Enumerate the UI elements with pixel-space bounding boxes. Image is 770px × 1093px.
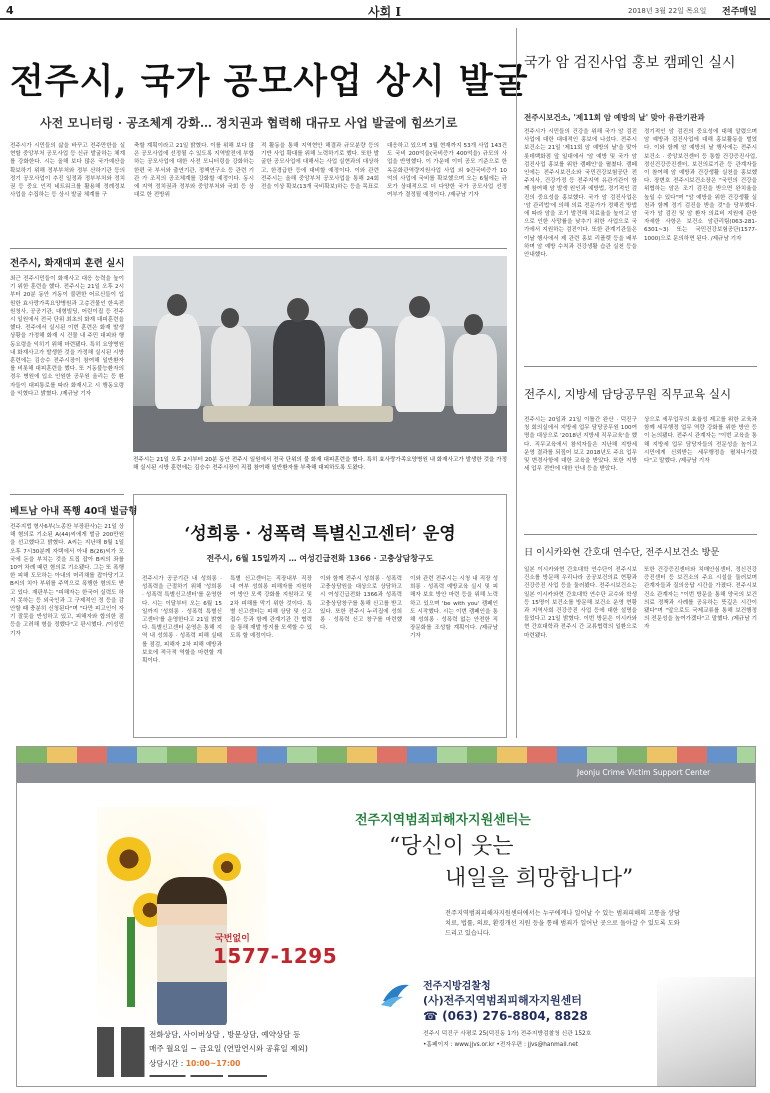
ad-services-panel (145, 1025, 315, 1075)
ad-logo-icon (379, 979, 413, 1009)
divider (10, 518, 124, 519)
lead-column-4: 대응하고 있으며 3월 현재까지 53개 사업 143건도 국비 200억을(국비증가 400억을) 규모의 사업을 반영했다. 이 가운데 이미 공모 기준으로 한옥문화관역량지원사업 사업 외 9건국비증가 10억의 사업에 국비를 확보했으며 오는 6월에는 규모가 상대적으로 더 다양한 국가 공모사업 선정 여부가 결정될 예정이다. /제규남 기자 (387, 143, 507, 199)
photo-head (349, 308, 368, 329)
ad-org-line1: 전주지방검찰청 (423, 981, 491, 992)
ad-hotline-label: 국번없이 (215, 934, 250, 944)
news-photo (133, 256, 507, 452)
nurse-headline: 日 이시카와현 간호대 연수단, 전주시보건소 방문 (524, 547, 720, 558)
page-number: 4 (6, 4, 14, 17)
photo-person (338, 328, 382, 410)
fire-drill-body: 최근 전주시민들이 화재사고 대응 능력을 높이기 위한 훈련을 했다. 전주시는 21일 오후 2시부터 20분 동안 거동이 불편한 어르신들이 입원한 효사랑가족요양병원과 고층건물인 한옥전원청사, 공공기관, 대형빌딩, 어린이집 등 전주시 일원에서 전국 단위 최초의 화재 대피훈련을 했다. 전주에서 실시된 이번 훈련은 화재 발생 상황을 가정해 화재 시 건물 내 주민 대피와 행동요령을 익히기 위해 마련됐다. 특히 요양병원 내 화재사고가 발생한 것을 가정해 실시된 시방 훈련에는 김승수 전주시장이 참여해 일반환자를 비롯해 대피훈련을 했다. 또 거동불능환자의 경우 병원에 입소 인원한 공무원 올리는 등 환자들이 대피통로를 따라 화재시고 시 행동요령을 익혔다고 밝혔다. /제규남 기자 (10, 276, 124, 397)
training-column-1: 전주시는 20일과 21일 이틀간 완산 · 덕진구청 회의실에서 지방세 업무 담당공무원 100여명을 대상으로 '2018년 지방세 직무교육'을 했다. 직무교육에서 참석자들은 지난해 지방세 운영 결과를 되짚어 보고 2018년도 주요 업무 및 변경사항에 대한 교육을 받았다. 또한 지방세 업무 전반에 대한 안내 등을 받았다. (524, 417, 637, 473)
center-column-4: 이와 관련 전주시는 시청 내 직장 성희롱 · 성폭력 예방교육 실시 및 피해자 보호 방안 마련 등을 위해 노력하고 있으며 'be with you' 캠페인도 시작했다. 시는 이번 캠페인을 통해 성희롱 · 성폭력 없는 안전한 직장문화를 조성할 계획이다. /제규남 기자 (410, 576, 498, 640)
cancer-headline: 국가 암 검진사업 홍보 캠페인 실시 (524, 55, 736, 71)
photo-person (211, 326, 251, 406)
ad-bottom-right-decoration (657, 977, 755, 1087)
cancer-column-2: 정기적인 암 검진의 중요성에 대해 알렸으며 암 예방과 검진사업에 대해 홍보활동을 벌였다. 이와 함께 암 예방의 날 행사에는 전주시 보건소 · 중앙보건센터 등 통합 건강증진사업, 정신건강증진센터, 보건의료기관 등 관계자들이 참여해 암 예방과 건강생활 실천을 홍보했다. 장변호 전주시보건소장은 "국민의 건강을 위협하는 암은 조기 검진을 받으면 완치율을 높일 수 있다"며 "암 예방을 위한 건강생활 실천과 함께 정기 검진을 받을 것"을 당부했다. 국가 암 검진 및 암 환자 의료비 지원에 관한 자세한 사항은 보건소 암관리팀(063-281-6301~3) 또는 국민건강보험공단(1577-1000)으로 문의하면 된다. /제규남 기자 (644, 129, 757, 242)
center-column-2: 특별 신고센터는 직장내부 직장 내 여부 성희롱 피해자를 지원하여 방안 모색 강화를 지원하고 및 2차 피해를 막기 위한 것이다. 특별 신고센터는 피해 상담 및 신고 접수 등과 함께 관계기관 간 협력을 통해 재발 방지를 모색할 수 있도록 할 예정이다. (230, 576, 312, 640)
photo-head (287, 298, 309, 322)
fire-drill-title: 전주시, 화재대피 훈련 실시 (10, 258, 125, 269)
divider (516, 28, 517, 738)
ad-center-en: Jeonju Crime Victim Support Center (577, 768, 711, 777)
lead-subheadline: 사전 모니터링 · 공조체계 강화… 정치권과 협력해 대규모 사업 발굴에 힘쓰기로 (40, 116, 458, 130)
lead-headline: 전주시, 국가 공모사업 상시 발굴 (10, 61, 529, 102)
center-column-1: 전주시가 공공기관 내 성희롱 · 성폭력을 근절하기 위해 '성희롱 · 성폭력 특별신고센터'를 운영한다. 시는 이달부터 오는 6월 15일까지 '성희롱 · 성폭력 특별신고센터'를 운영한다고 21일 밝혔다. 특별신고센터 운영은 통해 지역 내 성희롱 · 성폭력 피해 실태를 점검, 피해자 2차 피해 예방과 보호에 적극적 역할을 마련할 계획이다. (142, 576, 222, 665)
ad-center-name: 전주지역범죄피해자지원센터는 (355, 813, 531, 828)
center-column-3: 이와 함께 전주시 성희롱 · 성폭력 고충상담원을 대상으로 상담하고 시 여성긴급전화 1366과 성폭력 고충상담창구를 통해 신고를 받고 있다. 또한 전주시 누리집에 성희롱 · 성폭력 신고 창구를 마련했다. (320, 576, 402, 632)
training-column-2: 상으로 세무업무의 효율성 제고를 위한 교육과 함께 세무행정 업무 역량 강화를 위한 방안 등이 논의됐다. 전주시 관계자는 "이번 교육을 통해 지방세 업무 담당자들의 전문성을 높이고 시민에게 신뢰받는 세무행정을 펼쳐나가겠다"고 말했다. /제규남 기자 (644, 417, 757, 465)
advertisement (16, 746, 756, 1087)
photo-person (453, 334, 497, 414)
ad-top-band (17, 747, 755, 763)
photo-head (409, 296, 430, 318)
leaf-icon (127, 917, 135, 1007)
ad-slogan-line2: 내일을 희망합니다” (445, 866, 634, 891)
center-subheadline: 전주시, 6월 15일까지 … 여성긴급전화 1366 · 고충상담창구도 (206, 554, 434, 563)
ad-hours-label: 상담시간 : (149, 1059, 184, 1068)
divider (524, 366, 757, 367)
sunflower-icon (213, 853, 241, 881)
photo-head (464, 314, 483, 335)
photo-stretcher (203, 406, 393, 422)
ad-org-line2: (사)전주지역범죄피해자지원센터 (423, 994, 582, 1007)
divider (10, 270, 124, 271)
sunflower-icon (107, 837, 151, 881)
photo-person (155, 314, 201, 409)
ad-description: 전주지역범죄피해자지원센터에서는 누구에게나 일어날 수 있는 범죄피해의 고통을 상담치료, 법률, 의료, 환경개선 지원 등을 통해 범죄가 일어난 곳으로 돌아갈 수 있도록 도와드리고 있습니다. (445, 910, 680, 937)
fine-title: 베트남 아내 폭행 40대 벌금형 (10, 506, 138, 517)
photo-person (273, 320, 325, 412)
photo-caption: 전주시는 21일 오후 2시부터 20분 동안 전주시 일원에서 전국 단위의 불 화재 대피훈련을 했다. 특히 효사랑가족요양병원 내 화재사고가 발생한 것을 가정해 실시된 시방 훈련에는 김승수 전주시장이 직접 참여해 일반환자를 부축해 대피하도록 도왔다. (133, 457, 507, 472)
section-title: 사회 I (368, 5, 401, 19)
ad-services-line2: 매주 월요일 ~ 금요일 (연말연시와 공휴일 제외) (149, 1044, 308, 1053)
cancer-subheadline: 전주시보건소, '제11회 암 예방의 날' 맞아 유관기관과 (524, 113, 705, 122)
ad-hotline: 1577-1295 (213, 944, 338, 968)
ad-web: •홈페이지 : www.jjvs.or.kr •전자우편 : jjvs@hanmail.net (423, 1042, 578, 1048)
center-article-box (133, 494, 507, 738)
photo-head (167, 294, 187, 316)
photo-person (395, 316, 445, 412)
lead-column-2: 축할 계획이라고 21일 밝혔다. 이를 위해 보다 많은 공모사업에 선정될 수 있도록 지역발전에 부합하는 공모사업에 대한 사전 모니터링을 강화하는 한편 국 부서와 출연기관, 정책연구소 등 관련 기관 가 조직의 공조체계를 강화할 예정이다. 동시에 지역 정치권과 정부와 중앙부처와 국회 등 상대로 한 전방위 (134, 143, 254, 199)
ad-hours (149, 1058, 240, 1069)
ad-services-line1: 전화상담, 사이버상담 , 방문상담, 예약상담 등 (149, 1030, 301, 1039)
cancer-column-1: 전주시가 시민들의 건강을 위해 국가 암 검진사업에 대한 대대적인 홍보에 나섰다. 전주시보건소는 21일 '제11회 암 예방의 날'을 맞아 롯데백화점 앞 일대에서 '암 예방 및 국가 암 검진사업 홍보를 위한 캠페인'을 펼쳤다. 캠페인에는 전주시보건소와 국민건강보험공단 전주지사, 건강가정 등 전주지역 유관기관이 함께 참여해 암 발생 원인과 예방법, 정기적인 검진의 중요성을 홍보했다. 국가 암 검진사업은 '암 관리법'에 의해 의료 전문가가 정해진 방법에 따라 암을 조기 발견해 치료율을 높이고 암으로 인한 사망률을 낮추기 위한 사업으로 국가에서 지원하는 검진이다. 또한 관계기관들은 이날 행사에서 제 관련 홍보 리플렛 등을 배부하며 암 예방 수칙과 건강생활 습관 실천 등을 안내했다. (524, 129, 637, 259)
fine-body: 전주지법 형사6부(노종찬 부장판사)는 21일 상해 혐의로 기소된 A(44)씨에게 벌금 200만원을 선고했다고 밝혔다. A씨는 지난해 8월 1일 오후 7시30분께 자택에서 아내 B(26)씨가 모국에 돈을 부치는 것을 트집 잡아 B씨의 좌를 10여 차례 때린 혐의로 기소됐다. 그는 또 폭행한 피해 도모하는 아내의 머리채를 잡아당기고 B씨의 치아 부위를 주먹으로 폭행한 혐의도 받고 있다. 재판부는 "피해자는 한국어 실력도 하지 못하는 등 외국인과 그 구제적인 정 등을 감안할 때 충분히 신청된다"며 "다만 피고인이 자기 잘못을 반성하고 있고, 피해자와 합의한 점 등을 고려해 형을 정했다"고 판시했다. /이성민 기자 (10, 524, 124, 637)
lead-column-3: 적 활동을 통해 지역현안 해결과 규모분량 등의 기반 사업 확대를 위해 노력하기로 했다. 또한 발굴한 공모사업에 대해서는 사업 실현과의 대상하고, 한경급한 등에 대비할 예정이다. 이와 관련 전주시는 올해 중앙부처 공모사업을 통해 24회 전을 이상 확보(13개 국비확보)하는 등을 목표로 (261, 143, 379, 191)
ad-phone: ☎ (063) 276-8804, 8828 (423, 1009, 588, 1023)
center-headline: ‘성희롱 · 성폭력 특별신고센터’ 운영 (184, 524, 456, 544)
nurse-column-1: 일본 이시카와현 간호대학 연수단이 전주시보건소를 방문해 우리나라 공공보건의료 현황과 건강증진 사업 등을 둘러봤다. 전주시보건소는 일본 이시카와현 간호대학 연수단 교수와 학생 등 15명이 보건소를 방문해 보건소 운영 현황과 지역사회 건강증진 사업 등에 대한 설명을 들었다고 21일 밝혔다. 이번 방문은 이시카와현 간호대학과 전주시 간 교류협력의 일환으로 마련됐다. (524, 567, 637, 639)
divider (10, 494, 124, 495)
training-headline: 전주시, 지방세 담당공무원 직무교육 실시 (524, 387, 732, 401)
divider (10, 248, 507, 249)
paper-name: 전주매일 (722, 7, 757, 17)
page-header (0, 0, 770, 20)
photo-head (221, 308, 239, 328)
ad-hours-value: 10:00~17:00 (185, 1059, 241, 1068)
lead-column-1: 전주시가 시민들의 삶을 바꾸고 전주만한을 실현할 중앙부처 공모사업 등 신규 발굴하는 체계를 강화한다. 시는 올해 보다 많은 국가예산을 확보하기 위해 정부부처와 정부 산하기관 등의 정기 공모사업이 추진 일정과 정부부처와 정치권 등 중요 인적 네트워크를 활용해 정례정보 사업을 수집하는 등 상시 발굴 체계를 구 (10, 143, 125, 199)
ad-address: 전주시 덕진구 사평로 25(덕진동 1가) 전주지방검찰청 신관 152호 (423, 1031, 592, 1037)
ad-slogan-line1: “당신이 웃는 (389, 834, 514, 859)
divider (524, 534, 757, 535)
nurse-column-2: 또한 건강증진센터와 치매안심센터, 정신건강증진센터 등 보건소의 주요 시설을 둘러보며 관계자들과 질의응답 시간을 가졌다. 전주시보건소 관계자는 "이번 방문을 통해 양국의 보건의료 정책과 사례를 공유하는 뜻깊은 시간이 됐다"며 "앞으로도 국제교류를 통해 보건행정의 전문성을 높여가겠다"고 말했다. /제규남 기자 (644, 567, 757, 631)
issue-date: 2018년 3월 22일 목요일 (628, 7, 707, 15)
